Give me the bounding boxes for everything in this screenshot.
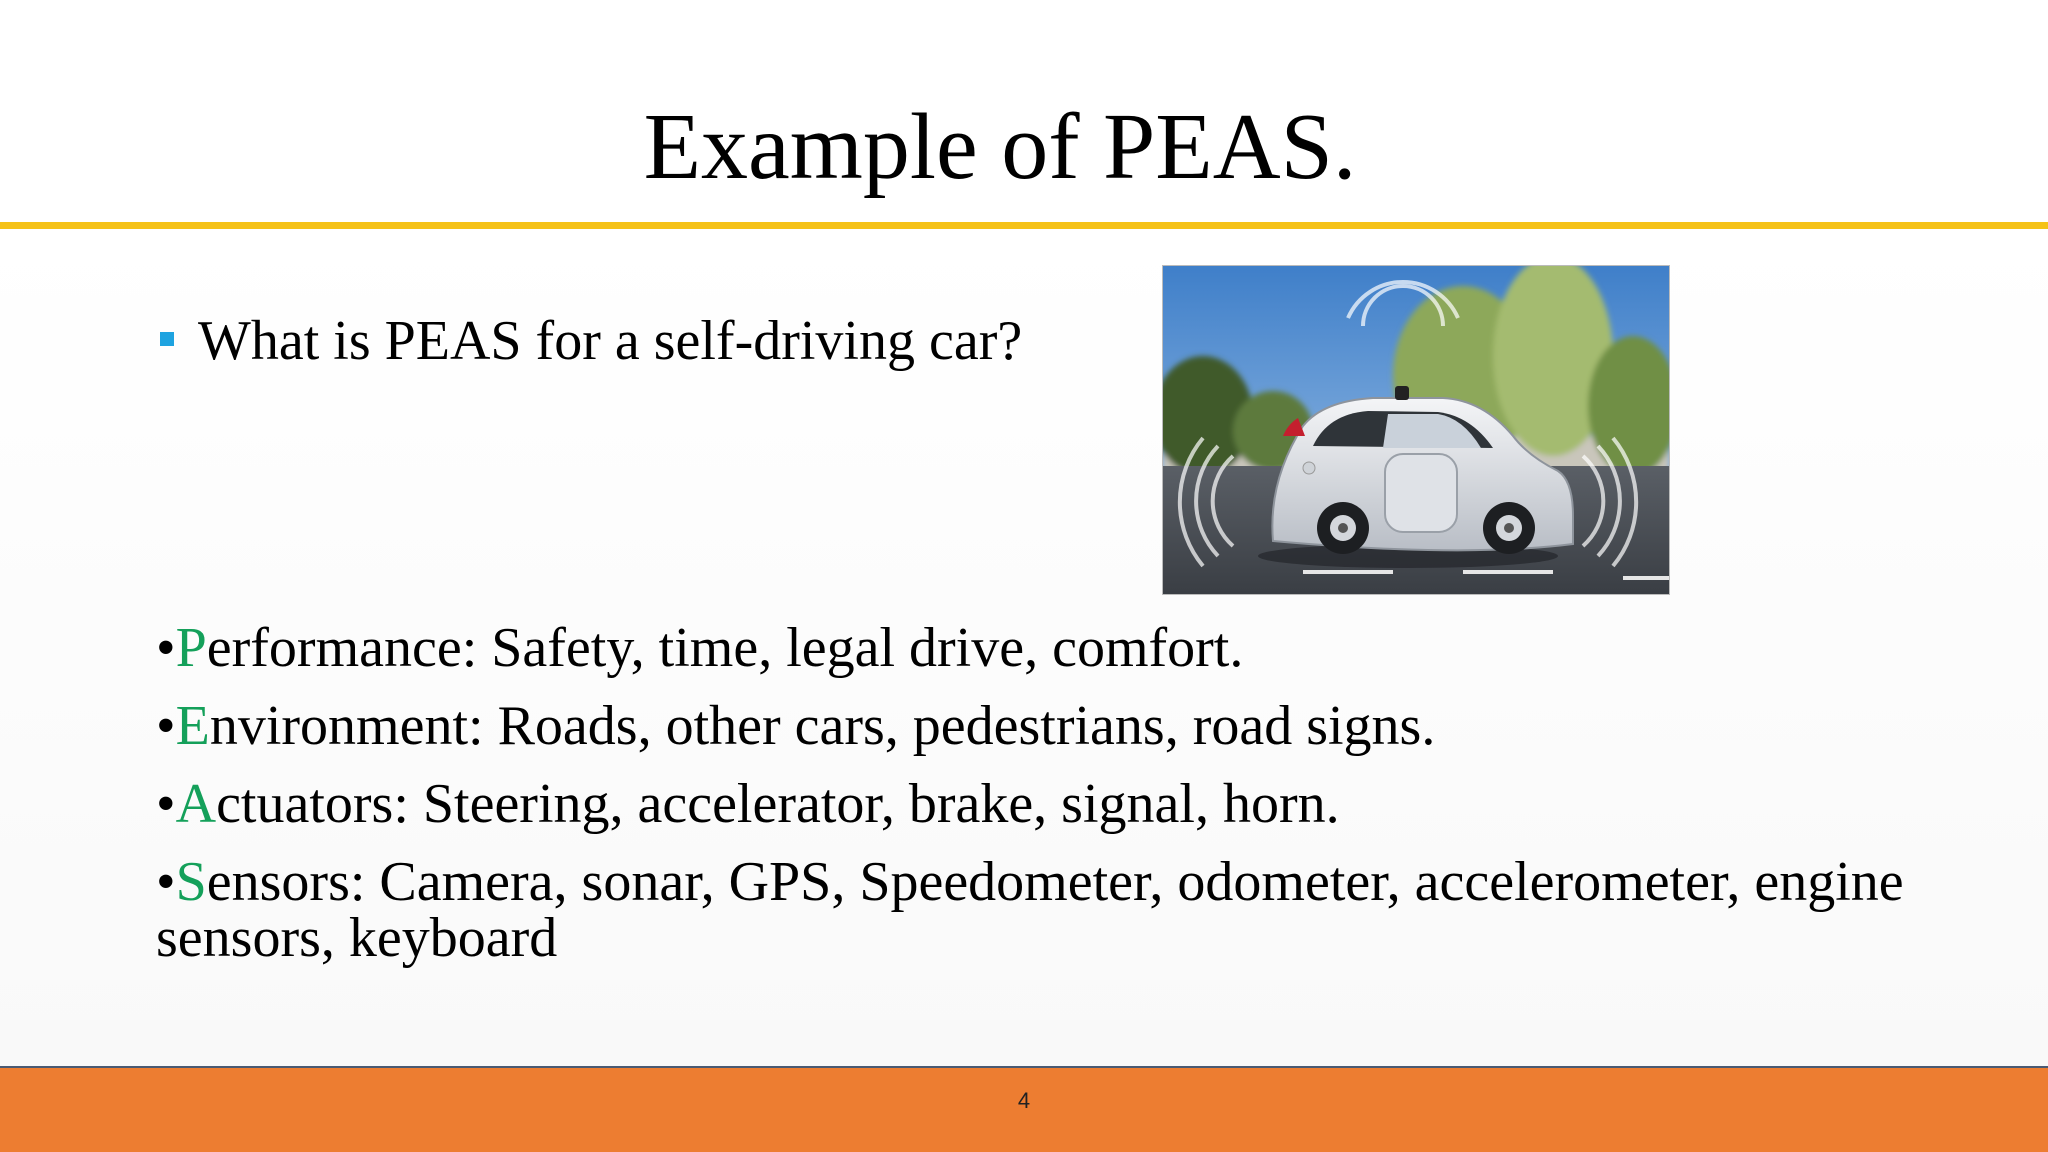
peas-initial-s: S (175, 851, 207, 913)
slide-title: Example of PEAS. (643, 95, 1357, 199)
peas-text: ctuators: Steering, accelerator, brake, signal, horn. (216, 773, 1340, 835)
title-divider (0, 222, 2048, 229)
peas-initial-p: P (175, 617, 207, 679)
peas-initial-a: A (175, 773, 217, 835)
peas-bullet: • (156, 773, 176, 835)
question-bullet (160, 306, 1022, 376)
peas-text: nvironment: Roads, other cars, pedestrians, road signs. (209, 695, 1436, 757)
peas-item-performance (156, 617, 2016, 679)
peas-item-sensors (156, 851, 1946, 969)
peas-bullet: • (156, 851, 176, 913)
peas-bullet: • (156, 695, 176, 757)
peas-bullet: • (156, 617, 176, 679)
question-text: What is PEAS for a self-driving car? (198, 310, 1023, 372)
square-bullet-icon (160, 332, 174, 346)
peas-text: erformance: Safety, time, legal drive, comfort. (206, 617, 1244, 679)
peas-item-actuators (156, 773, 2016, 835)
peas-initial-e: E (175, 695, 210, 757)
peas-text: ensors: Camera, sonar, GPS, Speedometer, odometer, accelerometer, engine sensors, keyboard (156, 851, 1904, 969)
page-number: 4 (1017, 1088, 1031, 1113)
peas-item-environment (156, 695, 2016, 757)
peas-list (156, 617, 2016, 988)
self-driving-car-image (1162, 265, 1670, 595)
